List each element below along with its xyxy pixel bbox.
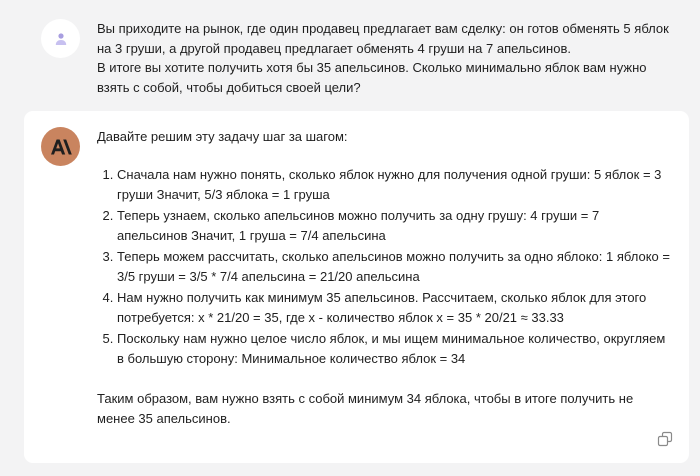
user-message-line: В итоге вы хотите получить хотя бы 35 апельсинов. Сколько минимально яблок вам нужно взять с собой, чтобы добиться своей цели?: [97, 60, 647, 95]
anthropic-logo-icon: [50, 139, 72, 155]
answer-intro: Давайте решим эту задачу шаг за шагом:: [97, 129, 348, 144]
solution-step: 4. Нам нужно получить как минимум 35 апельсинов. Рассчитаем, сколько яблок для этого потребуется: x * 21/20 = 35, где x - количество яблок x = 35 * 20/21 ≈ 33.33: [117, 288, 672, 328]
user-icon: [54, 32, 68, 46]
assistant-message-card: [24, 111, 689, 463]
user-message: [0, 0, 700, 106]
answer-conclusion: Таким образом, вам нужно взять с собой минимум 34 яблока, чтобы в итоге получить не менее 35 апельсинов.: [97, 391, 634, 426]
user-message-text: [97, 19, 682, 97]
solution-step: 3. Теперь можем рассчитать, сколько апельсинов можно получить за одно яблоко: 1 яблоко = 3/5 груши = 3/5 * 7/4 апельсина = 21/20 апельсина: [117, 247, 672, 287]
solution-step: 1. Сначала нам нужно понять, сколько яблок нужно для получения одной груши: 5 яблок = 3 груши Значит, 5/3 яблока = 1 груша: [117, 165, 672, 205]
solution-steps-list: [97, 165, 672, 369]
user-message-line: Вы приходите на рынок, где один продавец предлагает вам сделку: он готов обменять 5 яблок на 3 груши, а другой продавец предлагает обменять 4 груши на 7 апельсинов.: [97, 21, 669, 56]
solution-step: 5. Поскольку нам нужно целое число яблок, и мы ищем минимальное количество, округляем в большую сторону: Минимальное количество яблок = 34: [117, 329, 672, 369]
assistant-avatar: [41, 127, 80, 166]
user-avatar: [41, 19, 80, 58]
assistant-message-body: [97, 127, 672, 429]
copy-button[interactable]: [657, 431, 673, 447]
copy-icon: [657, 431, 673, 447]
solution-step: 2. Теперь узнаем, сколько апельсинов можно получить за одну грушу: 4 груши = 7 апельсинов Значит, 1 груша = 7/4 апельсина: [117, 206, 672, 246]
